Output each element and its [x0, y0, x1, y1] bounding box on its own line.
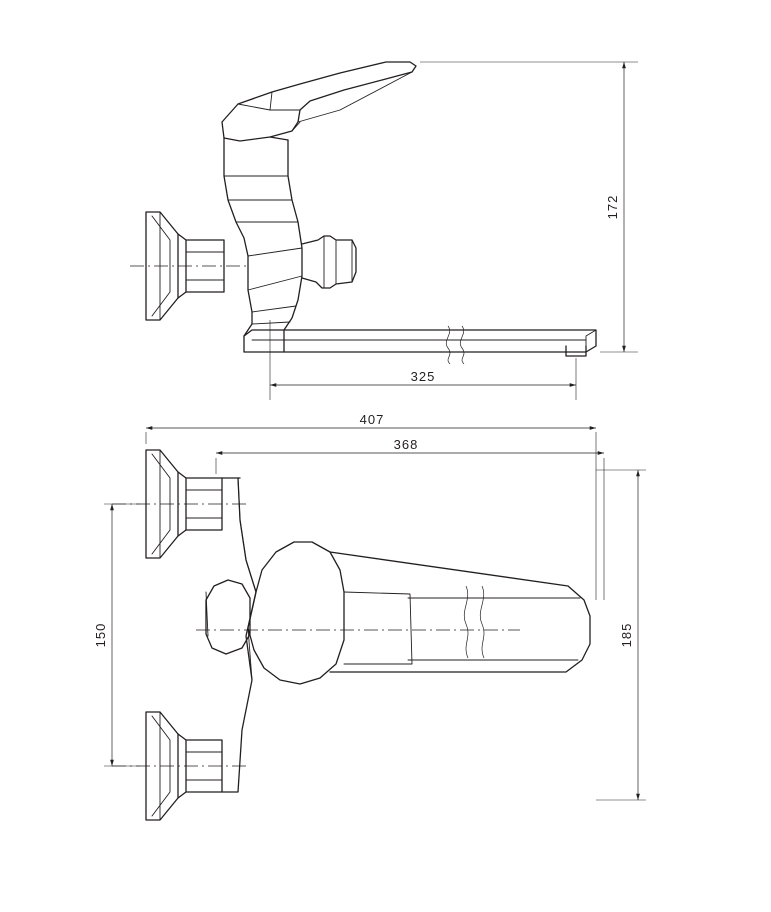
- mixer-body-side: [224, 137, 302, 352]
- dimension-172: [420, 62, 638, 352]
- dimension-150: [93, 504, 140, 766]
- lever-handle-side: [222, 62, 416, 141]
- spout-side: [244, 326, 596, 364]
- dimension-150-label: 150: [93, 622, 108, 648]
- mixer-body-front: [206, 478, 344, 792]
- side-elevation-view: [130, 62, 638, 400]
- dimension-185-label: 185: [619, 622, 634, 648]
- diverter-knob-side: [302, 236, 356, 288]
- spout-front: [330, 552, 590, 672]
- dimension-185: [596, 470, 646, 800]
- dimension-407-label: 407: [359, 412, 385, 427]
- dimension-325-label: 325: [410, 369, 436, 384]
- dimension-368-label: 368: [393, 437, 419, 452]
- dimension-407: [146, 412, 596, 600]
- dimension-172-label: 172: [605, 194, 620, 220]
- dimension-368: [216, 437, 604, 600]
- front-elevation-view: [93, 412, 646, 820]
- dimension-325: [270, 320, 576, 400]
